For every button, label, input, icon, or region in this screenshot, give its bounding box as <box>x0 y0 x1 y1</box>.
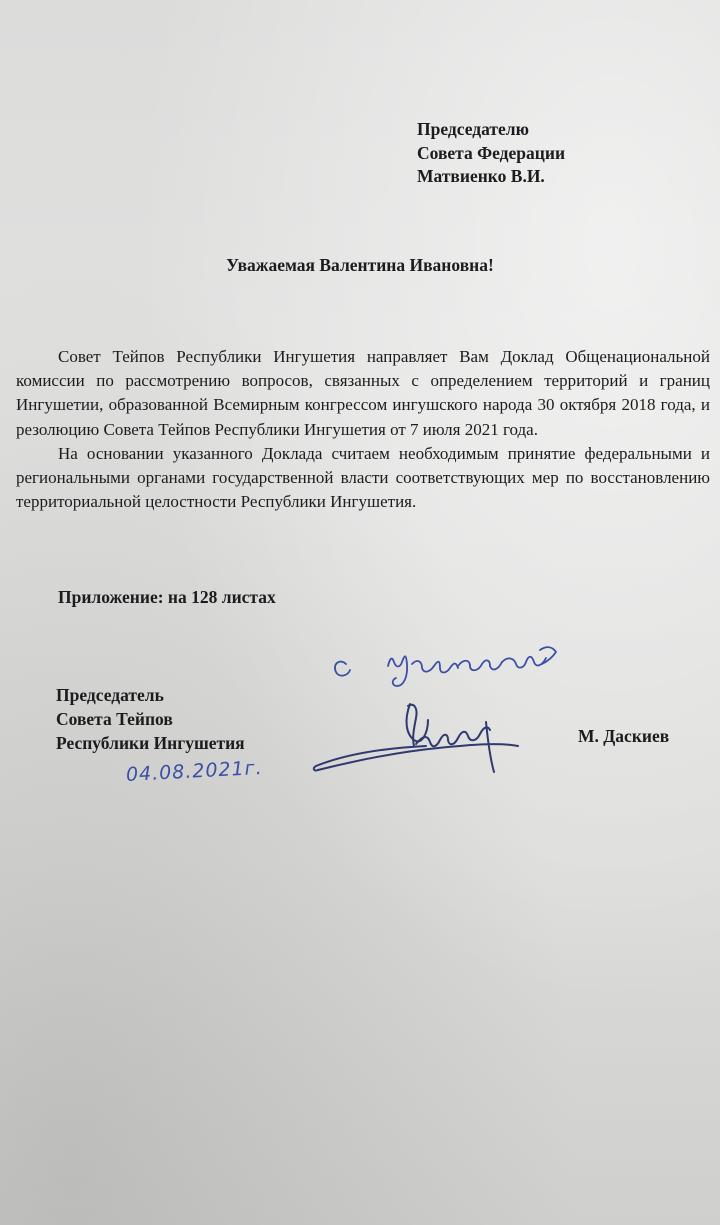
addressee-title: Председателю <box>417 119 529 139</box>
signer-name: М. Даскиев <box>578 726 670 746</box>
signer-region: Республики Ингушетия <box>56 733 245 753</box>
handwritten-date: 04.08.2021г. <box>125 756 264 786</box>
body-paragraph-2: На основании указанного Доклада считаем необходимым принятие федеральными и региональными органами государственной власти соответствующих мер по восстановлению территориальной целостности Республики Ингушетия. <box>16 443 710 512</box>
addressee-name: Матвиенко В.И. <box>417 166 545 186</box>
attachment-note: Приложение: на 128 листах <box>58 587 276 607</box>
handwritten-note-icon <box>335 647 556 686</box>
signature-icon <box>314 704 518 772</box>
body-paragraph-1: Совет Тейпов Республики Ингушетия направляет Вам Доклад Общенациональной комиссии по рассмотрению вопросов, связанных с определением территорий и границ Ингушетии, образованной Всемирным конгрессом ингушского народа 30 октября 2018 года, и резолюцию Совета Тейпов Республики Ингушетия от 7 июля 2021 года. <box>16 347 710 439</box>
addressee-organization: Совета Федерации <box>417 142 566 163</box>
signer-organization: Совета Тейпов <box>56 709 173 729</box>
salutation: Уважаемая Валентина Ивановна! <box>226 255 494 275</box>
signer-position: Председатель <box>56 685 164 705</box>
